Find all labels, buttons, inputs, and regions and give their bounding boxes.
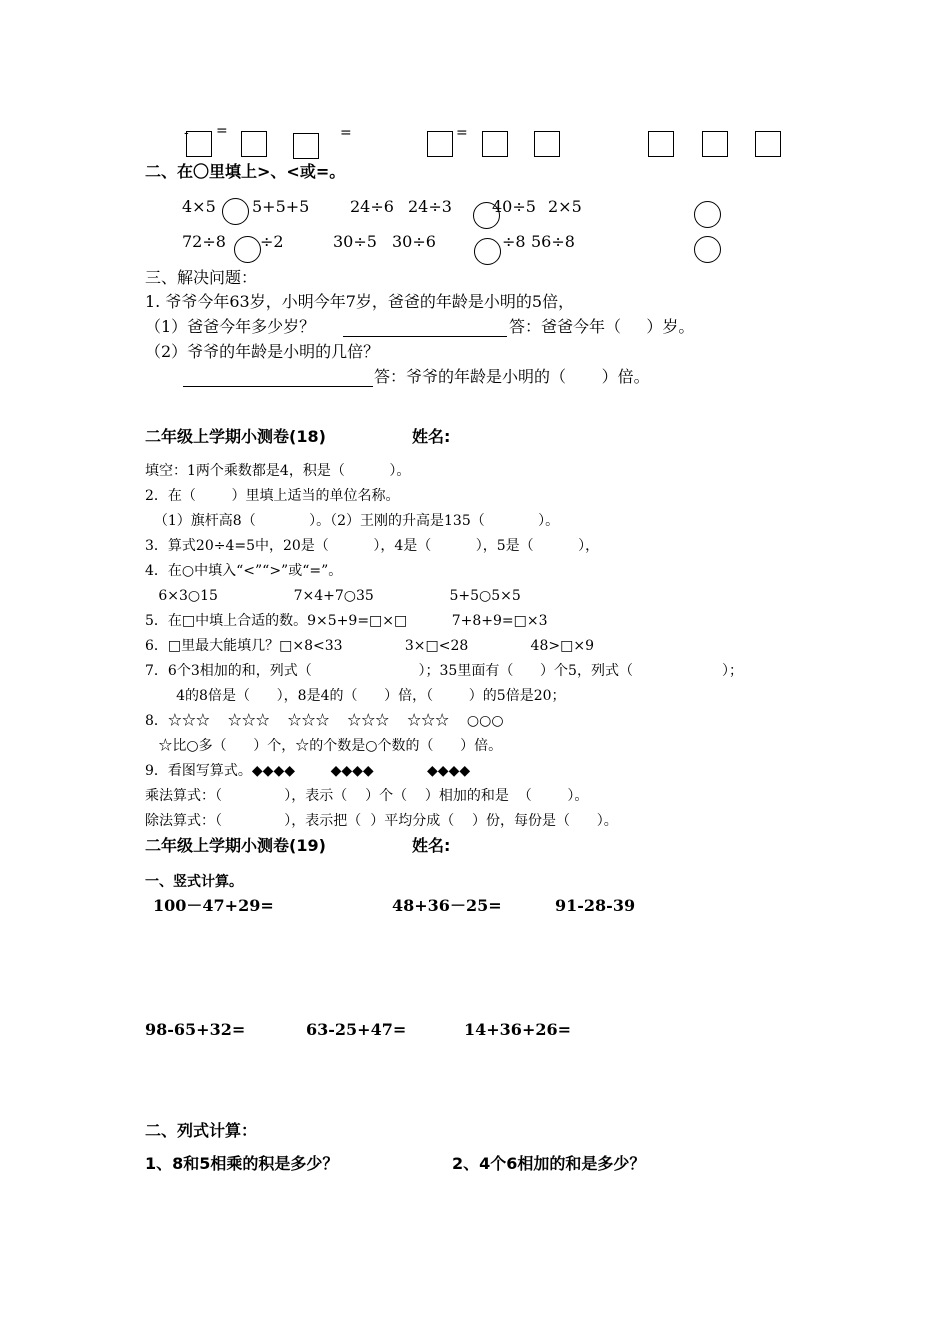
quiz-title: 二年级上学期小测卷(19) [145,836,326,855]
compare-expr: 72÷8 [182,232,226,251]
equals-sign: = [216,123,228,139]
quiz-line: （1）旗杆高8（ ）。（2）王刚的升高是135（ ）。 [145,513,560,529]
answer-box[interactable] [293,133,319,159]
quiz-title: 二年级上学期小测卷(18) [145,427,326,446]
calc-expression: 63-25+47= [306,1020,407,1039]
calc-expression: 100－47+29= [153,896,274,915]
answer-line[interactable] [183,386,373,387]
compare-circle[interactable] [222,198,249,225]
quiz-line: ☆比○多（ ）个，☆的个数是○个数的（ ）倍。 [145,738,503,754]
name-label: 姓名: [412,427,451,446]
compare-expr: ÷2 [260,232,284,251]
answer-box[interactable] [482,131,508,157]
compare-expr: 4×5 [182,197,216,216]
answer-box[interactable] [755,131,781,157]
section-heading-problem: 三、解决问题： [145,268,258,287]
calc-expression: 14+36+26= [464,1020,572,1039]
compare-expr: 30÷6 [392,232,436,251]
quiz-line: 2．在（ ）里填上适当的单位名称。 [145,488,400,504]
compare-expr: 24÷6 [350,197,394,216]
answer-box[interactable] [534,131,560,157]
equals-sign: = [340,125,352,141]
quiz-line: 6×3○15 7×4+7○35 5+5○5×5 [145,588,521,604]
quiz-line: 填空：1两个乘数都是4，积是（ ）。 [145,463,411,479]
compare-circle[interactable] [694,236,721,263]
quiz-line: 7．6个3相加的和，列式（ ）；35里面有（ ）个5，列式（ ）； [145,663,743,679]
answer-box[interactable] [648,131,674,157]
compare-circle[interactable] [234,236,261,263]
quiz-line: 6．□里最大能填几？□×8<33 3×□<28 48>□×9 [145,638,594,654]
answer-box[interactable] [241,131,267,157]
calc-expression: 98-65+32= [145,1020,246,1039]
problem-subquestion: （1）爸爸今年多少岁？ [145,317,316,336]
compare-expr: 56÷8 [531,232,575,251]
equation-question: 1、8和5相乘的积是多少？ [145,1154,339,1173]
quiz-line: 5．在□中填上合适的数。9×5+9=□×□ 7+8+9=□×3 [145,613,548,629]
section-heading-equation: 二、列式计算： [145,1121,258,1140]
problem-subquestion: （2）爷爷的年龄是小明的几倍？ [145,342,380,361]
compare-expr: 2×5 [548,197,582,216]
answer-box[interactable] [186,131,212,157]
quiz-line: 4．在○中填入“<”“>”或“=”。 [145,563,343,579]
quiz-line: 除法算式：（ ），表示把（ ）平均分成（ ）份，每份是（ ）。 [145,813,618,829]
equals-sign: = [456,125,468,141]
compare-expr: 40÷5 [492,197,536,216]
quiz-line: 4的8倍是（ ），8是4的（ ）倍，（ ）的5倍是20； [145,688,566,704]
compare-expr: 24÷3 [408,197,452,216]
name-label: 姓名: [412,836,451,855]
answer-line[interactable] [343,336,507,337]
quiz-line: 乘法算式：（ ），表示（ ）个（ ）相加的和是 （ ）。 [145,788,589,804]
equation-question: 2、4个6相加的和是多少？ [452,1154,646,1173]
compare-expr: 30÷5 [333,232,377,251]
compare-circle[interactable] [694,201,721,228]
answer-box[interactable] [427,131,453,157]
problem-answer: 答：爷爷的年龄是小明的（ ）倍。 [374,367,650,386]
section-heading-compare: 二、在〇里填上>、<或=。 [145,162,346,181]
quiz-line: 9．看图写算式。◆◆◆◆ ◆◆◆◆ ◆◆◆◆ [145,763,471,779]
calc-expression: 48+36－25= [392,896,502,915]
calc-expression: 91-28-39 [555,896,636,915]
problem-text: 1. 爷爷今年63岁，小明今年7岁，爸爸的年龄是小明的5倍， [145,292,575,311]
problem-answer: 答：爸爸今年（ ）岁。 [509,317,695,336]
compare-expr: 5+5+5 [252,197,310,216]
dash-mark: - [184,125,189,141]
quiz-line: 3．算式20÷4=5中，20是（ ），4是（ ），5是（ ）， [145,538,600,554]
section-heading-vertical: 一、竖式计算。 [145,874,243,890]
compare-expr: ÷8 [502,232,526,251]
answer-box[interactable] [702,131,728,157]
quiz-line: 8．☆☆☆ ☆☆☆ ☆☆☆ ☆☆☆ ☆☆☆ ○○○ [145,713,504,729]
compare-circle[interactable] [474,238,501,265]
